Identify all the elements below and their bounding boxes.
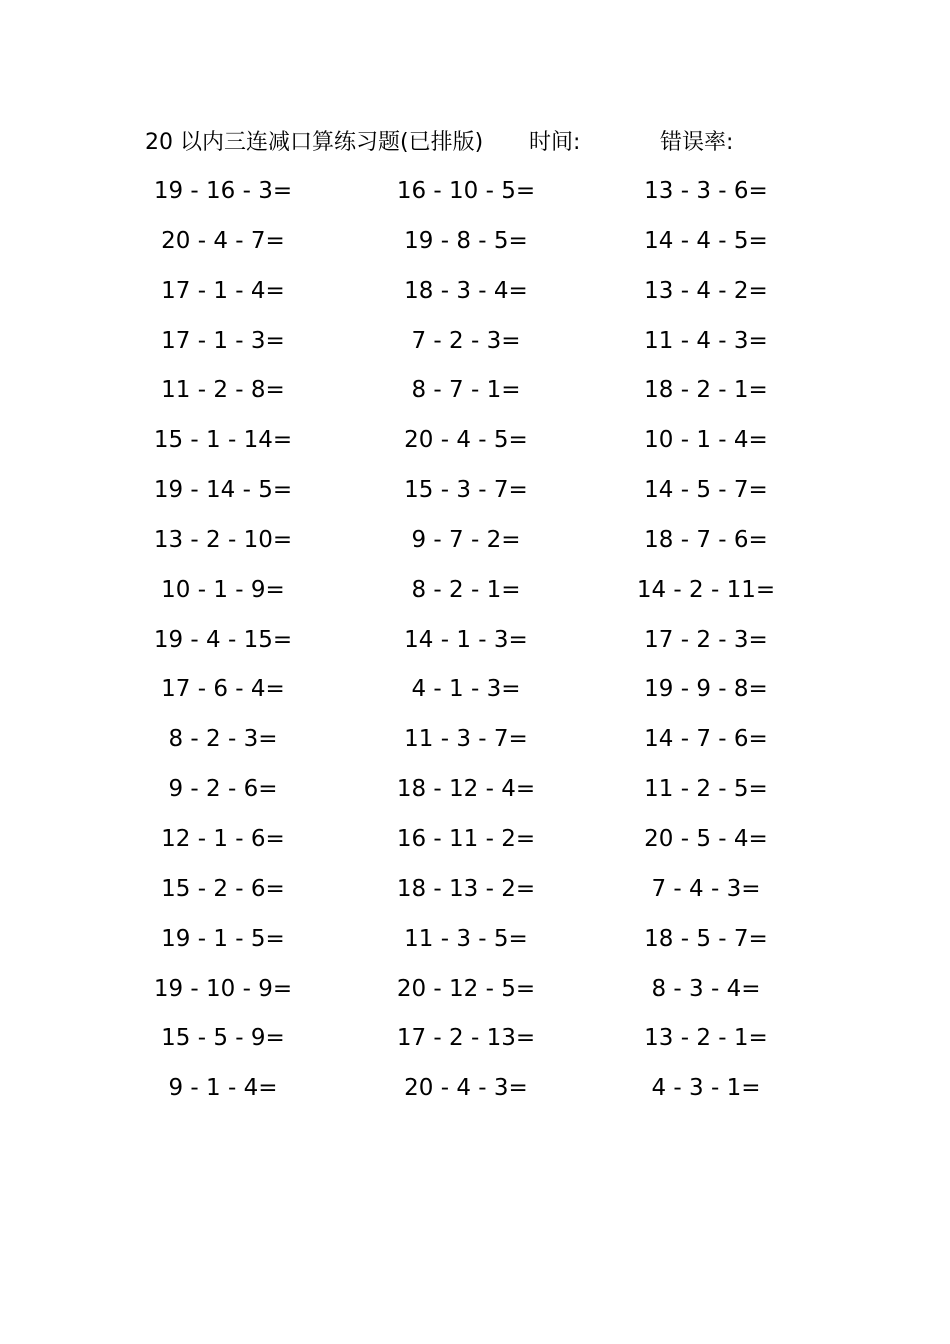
problem-item: 13 - 2 - 10= [153, 526, 293, 553]
problem-item: 18 - 12 - 4= [396, 776, 536, 803]
problem-item: 18 - 2 - 1= [644, 377, 768, 404]
problem-row [0, 570, 950, 620]
problem-item: 15 - 2 - 6= [161, 875, 285, 902]
problem-item: 9 - 2 - 6= [168, 776, 278, 803]
problem-item: 14 - 4 - 5= [644, 227, 768, 254]
problem-item: 20 - 4 - 3= [404, 1075, 528, 1102]
worksheet-title: 20 以内三连减口算练习题(已排版) [145, 130, 484, 155]
problem-item: 15 - 3 - 7= [404, 477, 528, 504]
problem-row [0, 420, 950, 470]
problem-item: 17 - 2 - 13= [396, 1025, 536, 1052]
problem-item: 16 - 11 - 2= [396, 825, 536, 852]
problem-item: 8 - 3 - 4= [651, 975, 761, 1002]
problem-item: 17 - 6 - 4= [161, 676, 285, 703]
problem-item: 17 - 1 - 3= [161, 327, 285, 354]
problem-item: 11 - 3 - 5= [404, 925, 528, 952]
problem-row [0, 221, 950, 271]
problem-row [0, 271, 950, 321]
problem-item: 19 - 10 - 9= [153, 975, 293, 1002]
problem-item: 18 - 13 - 2= [396, 875, 536, 902]
problem-row [0, 969, 950, 1019]
problem-item: 8 - 7 - 1= [411, 377, 521, 404]
problem-item: 13 - 2 - 1= [644, 1025, 768, 1052]
problem-item: 12 - 1 - 6= [161, 825, 285, 852]
problem-item: 13 - 4 - 2= [644, 277, 768, 304]
problem-row [0, 321, 950, 371]
problem-item: 20 - 4 - 5= [404, 427, 528, 454]
problem-row [0, 819, 950, 869]
problem-item: 7 - 2 - 3= [411, 327, 521, 354]
problem-item: 19 - 14 - 5= [153, 477, 293, 504]
problem-row [0, 520, 950, 570]
problem-row [0, 370, 950, 420]
problem-row [0, 719, 950, 769]
problem-row [0, 769, 950, 819]
problem-item: 10 - 1 - 9= [161, 576, 285, 603]
problem-item: 8 - 2 - 3= [168, 726, 278, 753]
problem-item: 4 - 3 - 1= [651, 1075, 761, 1102]
problem-row [0, 171, 950, 221]
problem-item: 7 - 4 - 3= [651, 875, 761, 902]
problem-item: 18 - 5 - 7= [644, 925, 768, 952]
problem-item: 14 - 2 - 11= [636, 576, 776, 603]
problem-item: 13 - 3 - 6= [644, 178, 768, 204]
problem-row [0, 869, 950, 919]
problem-item: 18 - 7 - 6= [644, 526, 768, 553]
problem-item: 11 - 3 - 7= [404, 726, 528, 753]
problem-item: 11 - 2 - 8= [161, 377, 285, 404]
problem-row [0, 669, 950, 719]
problem-row [0, 919, 950, 969]
problem-item: 4 - 1 - 3= [411, 676, 521, 703]
problem-item: 16 - 10 - 5= [396, 178, 536, 204]
problem-item: 17 - 1 - 4= [161, 277, 285, 304]
problem-item: 20 - 5 - 4= [644, 825, 768, 852]
problem-item: 17 - 2 - 3= [644, 626, 768, 653]
problem-item: 20 - 12 - 5= [396, 975, 536, 1002]
problem-row [0, 470, 950, 520]
problem-item: 14 - 7 - 6= [644, 726, 768, 753]
problem-item: 9 - 7 - 2= [411, 526, 521, 553]
problem-item: 19 - 16 - 3= [153, 178, 293, 204]
problem-item: 19 - 1 - 5= [161, 925, 285, 952]
problem-item: 14 - 5 - 7= [644, 477, 768, 504]
problem-item: 9 - 1 - 4= [168, 1075, 278, 1102]
problem-item: 8 - 2 - 1= [411, 576, 521, 603]
problem-item: 10 - 1 - 4= [644, 427, 768, 454]
problem-item: 15 - 5 - 9= [161, 1025, 285, 1052]
problem-item: 18 - 3 - 4= [404, 277, 528, 304]
problem-row [0, 620, 950, 670]
problem-item: 14 - 1 - 3= [404, 626, 528, 653]
problem-item: 19 - 8 - 5= [404, 227, 528, 254]
problem-item: 20 - 4 - 7= [161, 227, 285, 254]
problem-item: 15 - 1 - 14= [153, 427, 293, 454]
problem-item: 19 - 4 - 15= [153, 626, 293, 653]
problem-item: 11 - 2 - 5= [644, 776, 768, 803]
problem-grid [0, 171, 950, 1118]
problem-item: 11 - 4 - 3= [644, 327, 768, 354]
time-label: 时间: [529, 130, 581, 155]
problem-row [0, 1068, 950, 1118]
error-rate-label: 错误率: [660, 130, 734, 155]
problem-item: 19 - 9 - 8= [644, 676, 768, 703]
problem-row [0, 1018, 950, 1068]
